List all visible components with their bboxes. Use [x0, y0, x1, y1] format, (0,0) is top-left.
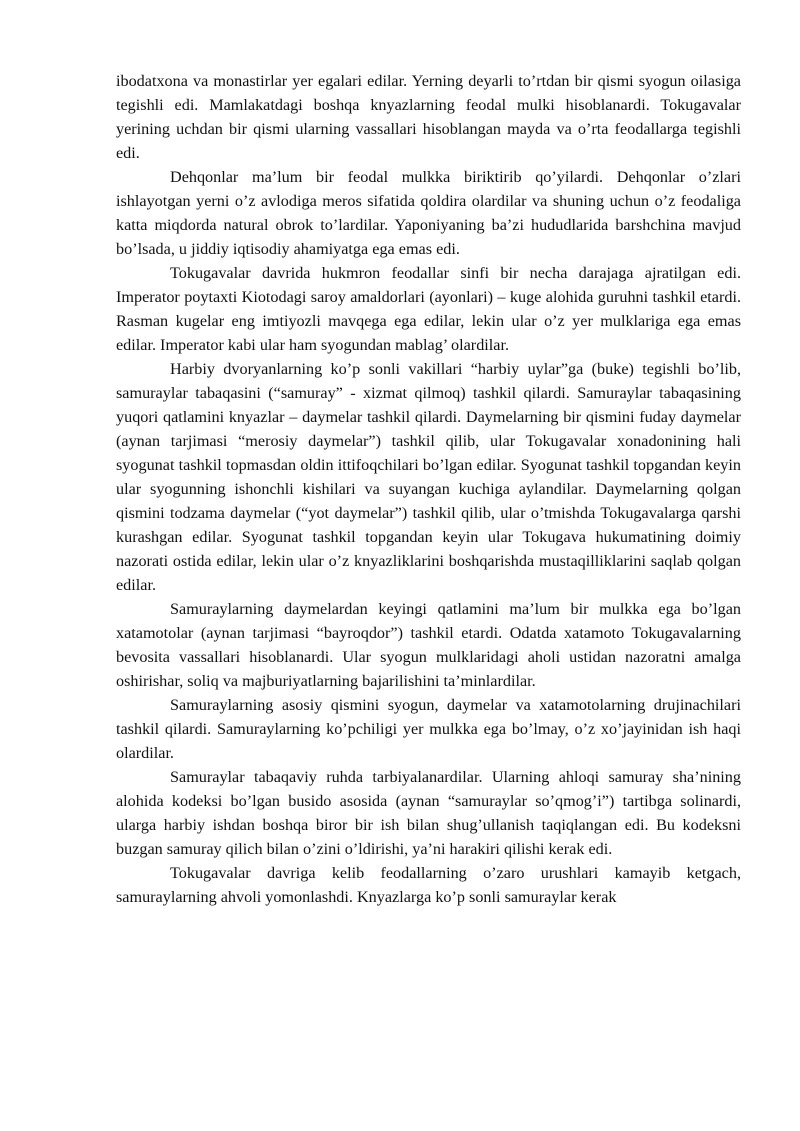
paragraph-3: Tokugavalar davrida hukmron feodallar sinfi bir necha darajaga ajratilgan edi. Imperator poytaxti Kiotodagi saroy amaldorlari (ayonlari) – kuge alohida guruhni tashkil etardi. Rasman kugelar eng imtiyozli mavqega ega edilar, lekin ular o’z yer mulklariga ega emas edilar. Imperator kabi ular ham syogundan mablag’ olardilar. — [116, 264, 741, 354]
paragraph-6: Samuraylarning asosiy qismini syogun, daymelar va xatamotolarning drujinachilari tashkil qilardi. Samuraylarning ko’pchiligi yer mulkka ega bo’lmay, o’z xo’jayinidan ish haqi olardilar. — [116, 696, 741, 762]
paragraph-7: Samuraylar tabaqaviy ruhda tarbiyalanardilar. Ularning ahloqi samuray sha’nining alohida kodeksi bo’lgan busido asosida (aynan “samuraylar so’qmog’i”) tartibga solinardi, ularga harbiy ishdan boshqa biror bir ish bilan shug’ullanish taqiqlangan edi. Bu kodeksni buzgan samuray qilich bilan o’zini o’ldirishi, ya’ni harakiri qilishi kerak edi. — [116, 768, 741, 858]
document-page — [116, 69, 741, 909]
paragraph-4: Harbiy dvoryanlarning ko’p sonli vakillari “harbiy uylar”ga (buke) tegishli bo’lib, samuraylar tabaqasini (“samuray” - xizmat qilmoq) tashkil qilardi. Samuraylar tabaqasining yuqori qatlamini knyazlar – daymelar tashkil qilardi. Daymelarning bir qismini fuday daymelar (aynan tarjimasi “merosiy daymelar”) tashkil qilib, ular Tokugavalar xonadonining hali syogunat tashkil topmasdan oldin ittifoqchilari bo’lgan edilar. Syogunat tashkil topgandan keyin ular syogunning ishonchli kishilari va suyangan kuchiga aylandilar. Daymelarning qolgan qismini todzama daymelar (“yot daymelar”) tashkil qilib, ular o’tmishda Tokugavalarga qarshi kurashgan edilar. Syogunat tashkil topgandan keyin ular Tokugava hukumatining doimiy nazorati ostida edilar, lekin ular o’z knyazliklarini boshqarishda mustaqilliklarini saqlab qolgan edilar. — [116, 360, 741, 594]
paragraph-8: Tokugavalar davriga kelib feodallarning o’zaro urushlari kamayib ketgach, samuraylarning ahvoli yomonlashdi. Knyazlarga ko’p sonli samuraylar kerak — [116, 864, 741, 906]
paragraph-5: Samuraylarning daymelardan keyingi qatlamini ma’lum bir mulkka ega bo’lgan xatamotolar (aynan tarjimasi “bayroqdor”) tashkil etardi. Odatda xatamoto Tokugavalarning bevosita vassallari hisoblanardi. Ular syogun mulklaridagi aholi ustidan nazoratni amalga oshirishar, soliq va majburiyatlarning bajarilishini ta’minlardilar. — [116, 600, 741, 690]
paragraph-2: Dehqonlar ma’lum bir feodal mulkka biriktirib qo’yilardi. Dehqonlar o’zlari ishlayotgan yerni o’z avlodiga meros sifatida qoldira olardilar va shuning uchun o’z feodaliga katta miqdorda natural obrok to’lardilar. Yaponiyaning ba’zi hududlarida barshchina mavjud bo’lsada, u jiddiy iqtisodiy ahamiyatga ega emas edi. — [116, 168, 741, 258]
paragraph-1: ibodatxona va monastirlar yer egalari edilar. Yerning deyarli to’rtdan bir qismi syogun oilasiga tegishli edi. Mamlakatdagi boshqa knyazlarning feodal mulki hisoblanardi. Tokugavalar yerining uchdan bir qismi ularning vassallari hisoblangan mayda va o’rta feodallarga tegishli edi. — [116, 72, 741, 162]
